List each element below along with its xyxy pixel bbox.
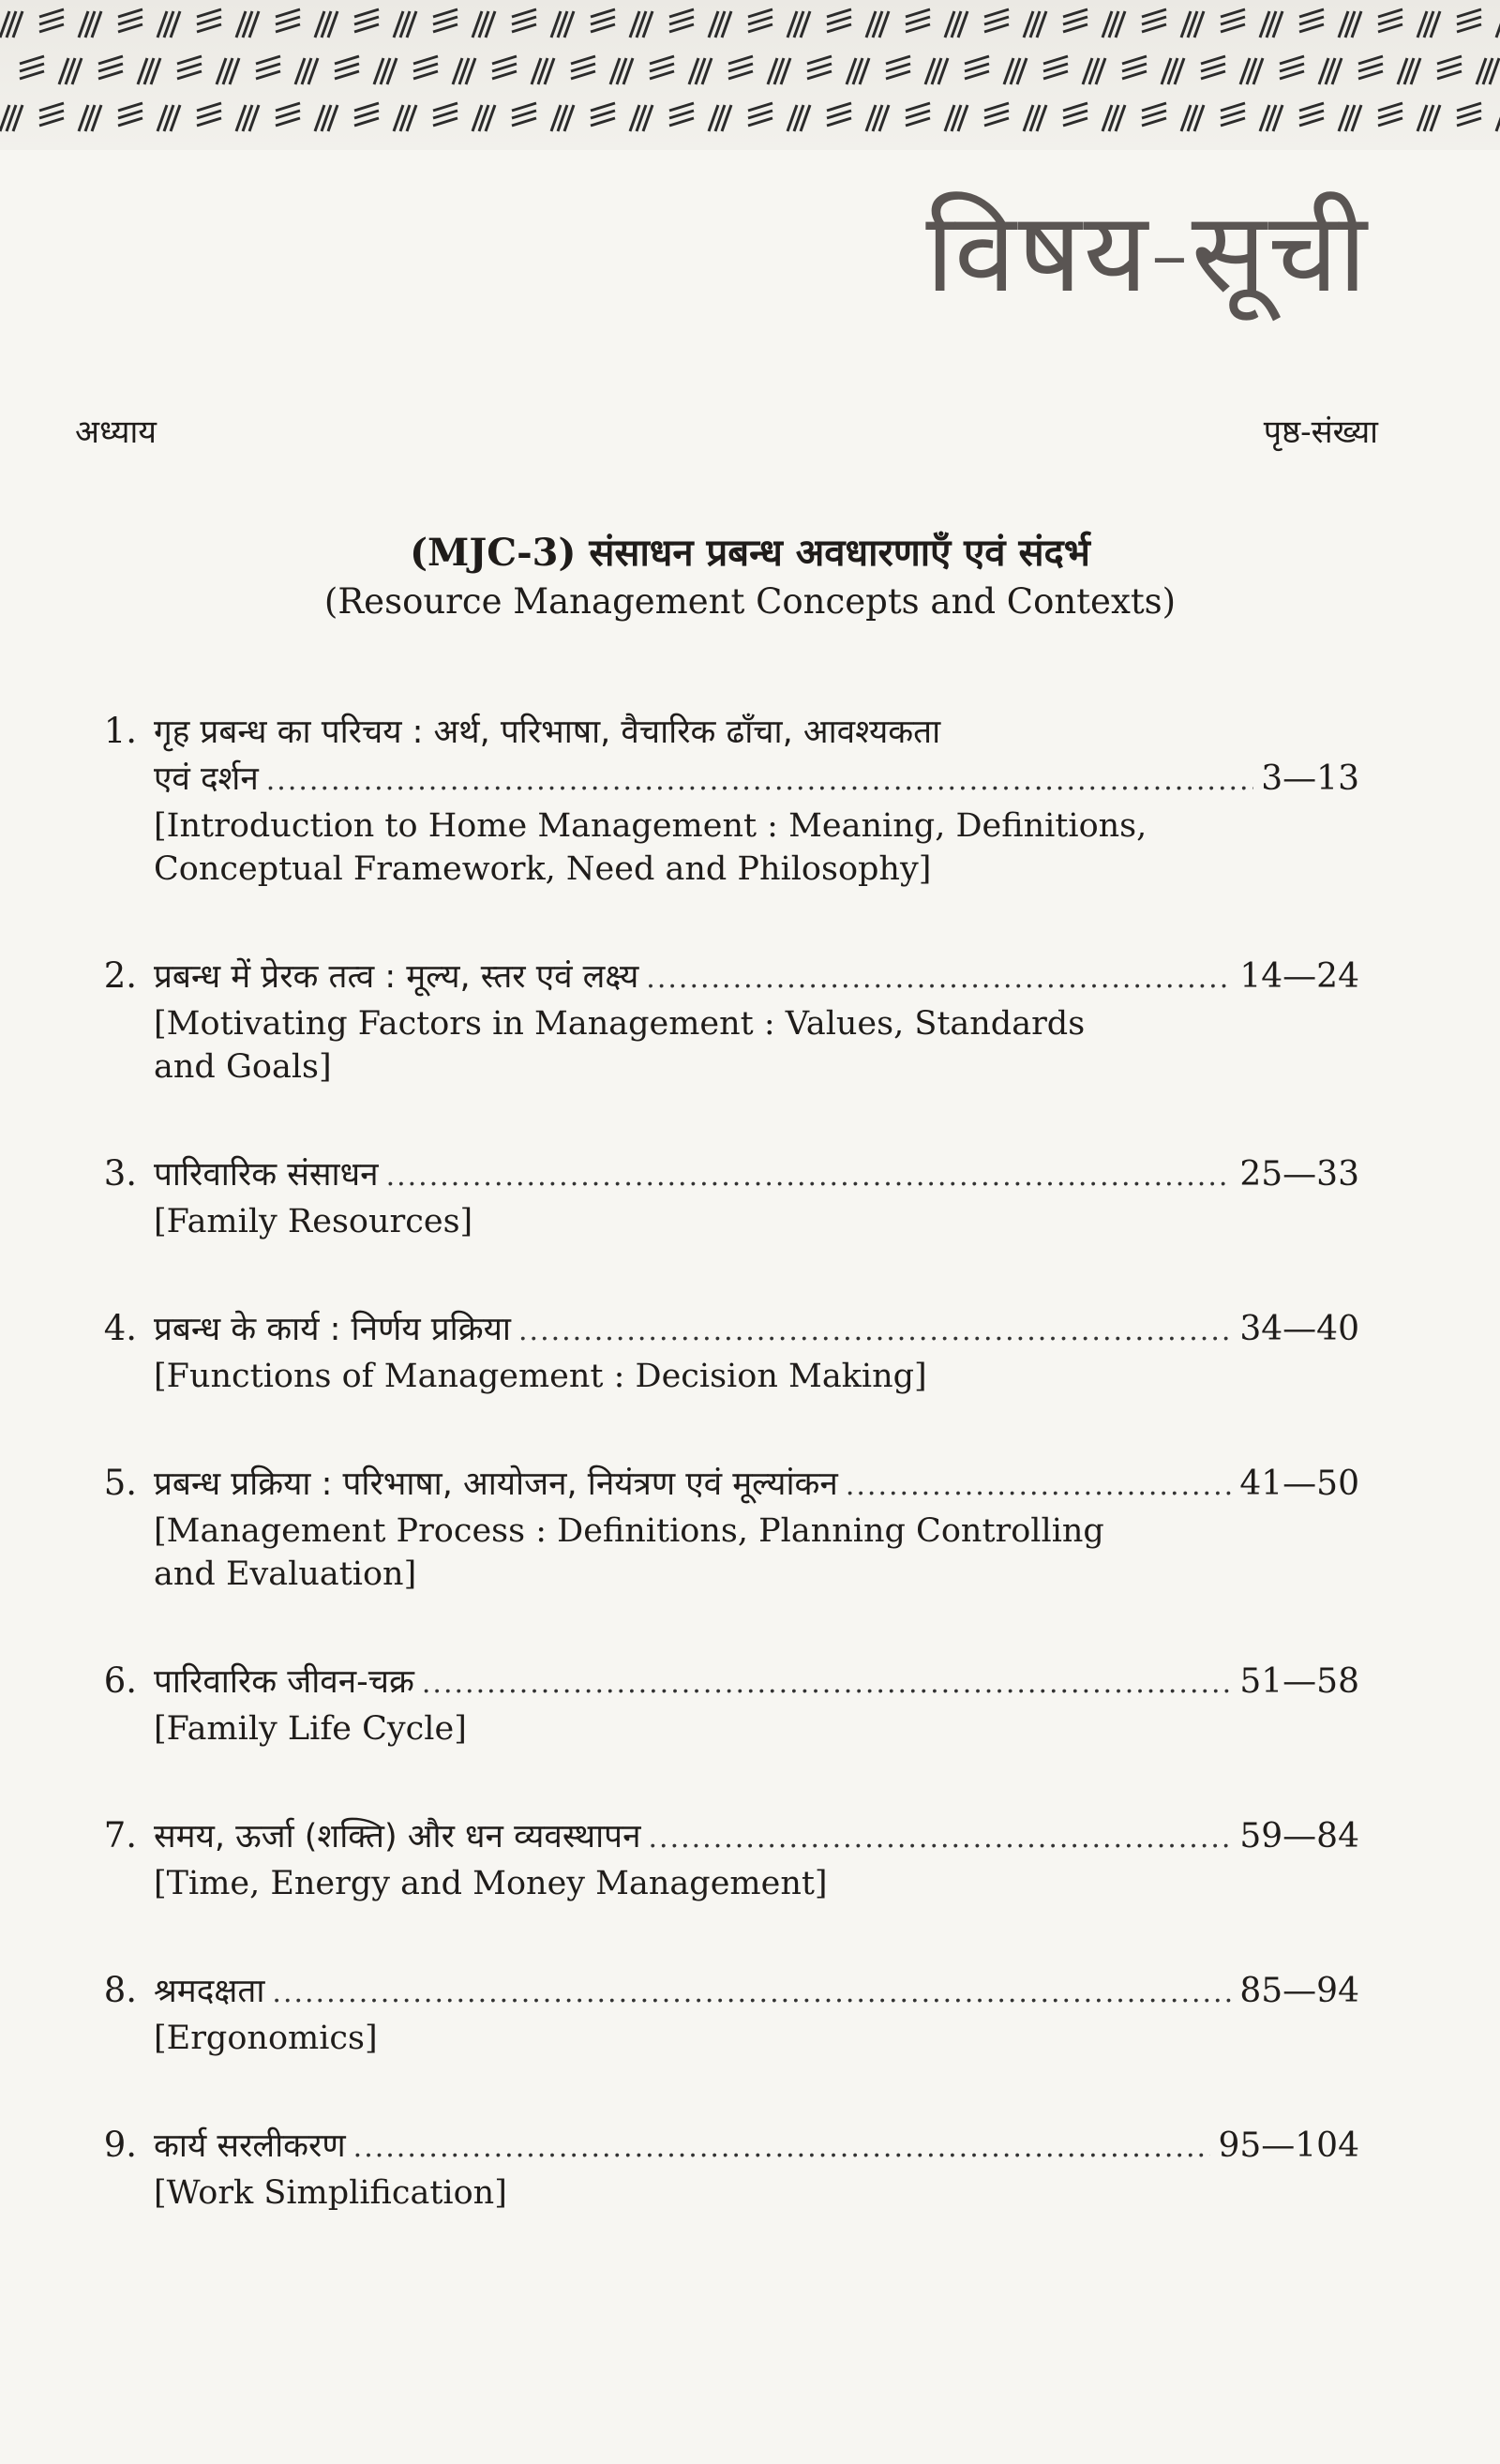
item-number: 4. bbox=[103, 1308, 137, 1348]
leader-dots bbox=[272, 1970, 1232, 2017]
leader-dots bbox=[353, 2125, 1211, 2171]
item-english-title: [Introduction to Home Management : Meaning, Definitions, bbox=[154, 807, 1148, 845]
item-english-title: [Family Life Cycle] bbox=[154, 1710, 467, 1748]
item-english-title-cont: and Goals] bbox=[154, 1048, 332, 1086]
item-number: 9. bbox=[103, 2125, 137, 2165]
item-english-title-cont: and Evaluation] bbox=[154, 1555, 417, 1593]
toc-item[interactable] bbox=[84, 1150, 1359, 1243]
leader-dots bbox=[846, 1463, 1233, 1510]
leader-dots bbox=[386, 1153, 1233, 1200]
item-number: 5. bbox=[103, 1463, 137, 1503]
item-hindi-title: गृह प्रबन्ध का परिचय : अर्थ, परिभाषा, वैचारिक ढाँचा, आवश्यकता bbox=[154, 714, 941, 751]
leader-dots bbox=[646, 955, 1232, 1002]
toc-item[interactable] bbox=[84, 708, 1359, 891]
item-number: 1. bbox=[103, 711, 137, 751]
item-pages: 25—33 bbox=[1239, 1155, 1359, 1194]
item-english-title: [Time, Energy and Money Management] bbox=[154, 1865, 828, 1902]
toc-item[interactable] bbox=[84, 953, 1359, 1089]
item-number: 7. bbox=[103, 1815, 137, 1856]
item-number: 8. bbox=[103, 1970, 137, 2010]
toc-item[interactable] bbox=[84, 1658, 1359, 1750]
item-pages: 14—24 bbox=[1239, 957, 1359, 996]
section-heading: (MJC-3) संसाधन प्रबन्ध अवधारणाएँ एवं संदर्भ bbox=[410, 531, 1090, 575]
section-subheading: (Resource Management Concepts and Contexts) bbox=[323, 581, 1177, 622]
item-hindi-title: पारिवारिक जीवन-चक्र bbox=[154, 1663, 414, 1701]
item-pages: 34—40 bbox=[1239, 1310, 1359, 1348]
toc-item[interactable] bbox=[84, 1460, 1359, 1596]
item-english-title: [Functions of Management : Decision Making] bbox=[154, 1358, 927, 1395]
item-hindi-title: समय, ऊर्जा (शक्ति) और धन व्यवस्थापन bbox=[154, 1818, 641, 1856]
item-pages: 85—94 bbox=[1239, 1972, 1359, 2010]
toc-item[interactable] bbox=[84, 1967, 1359, 2060]
item-hindi-title: प्रबन्ध में प्रेरक तत्व : मूल्य, स्तर एवं लक्ष्य bbox=[154, 958, 639, 996]
item-pages: 3—13 bbox=[1261, 759, 1359, 798]
item-hindi-title: प्रबन्ध प्रक्रिया : परिभाषा, आयोजन, नियंत्रण एवं मूल्यांकन bbox=[154, 1465, 838, 1503]
leader-dots bbox=[266, 758, 1254, 804]
item-pages: 95—104 bbox=[1218, 2126, 1359, 2165]
pattern-icon bbox=[0, 0, 1500, 150]
item-english-title: [Family Resources] bbox=[154, 1203, 473, 1240]
item-pages: 41—50 bbox=[1239, 1465, 1359, 1503]
item-number: 2. bbox=[103, 955, 137, 996]
chapter-column-label: अध्याय bbox=[75, 413, 158, 451]
item-hindi-title: पारिवारिक संसाधन bbox=[154, 1156, 379, 1194]
toc-item[interactable] bbox=[84, 1305, 1359, 1398]
item-english-title: [Management Process : Definitions, Planning Controlling bbox=[154, 1512, 1104, 1550]
decorative-header-pattern bbox=[0, 0, 1500, 150]
toc-item[interactable] bbox=[84, 1812, 1359, 1905]
item-pages: 59—84 bbox=[1239, 1817, 1359, 1856]
leader-dots bbox=[422, 1660, 1232, 1707]
leader-dots bbox=[649, 1815, 1233, 1862]
item-english-title-cont: Conceptual Framework, Need and Philosophy] bbox=[154, 850, 932, 888]
leader-dots bbox=[518, 1308, 1232, 1355]
item-number: 6. bbox=[103, 1660, 137, 1701]
item-pages: 51—58 bbox=[1239, 1662, 1359, 1701]
toc-item[interactable] bbox=[84, 2122, 1359, 2215]
item-hindi-title: कार्य सरलीकरण bbox=[154, 2127, 346, 2165]
item-hindi-title-cont: एवं दर्शन bbox=[154, 760, 259, 798]
item-english-title: [Motivating Factors in Management : Values, Standards bbox=[154, 1005, 1086, 1043]
item-english-title: [Ergonomics] bbox=[154, 2020, 378, 2057]
table-of-contents bbox=[84, 708, 1359, 2215]
item-hindi-title: प्रबन्ध के कार्य : निर्णय प्रक्रिया bbox=[154, 1311, 511, 1348]
page-title: विषय-सूची bbox=[925, 188, 1369, 317]
item-number: 3. bbox=[103, 1153, 137, 1194]
item-hindi-title: श्रमदक्षता bbox=[154, 1973, 265, 2010]
item-english-title: [Work Simplification] bbox=[154, 2174, 507, 2212]
page-number-column-label: पृष्ठ-संख्या bbox=[1263, 413, 1378, 451]
